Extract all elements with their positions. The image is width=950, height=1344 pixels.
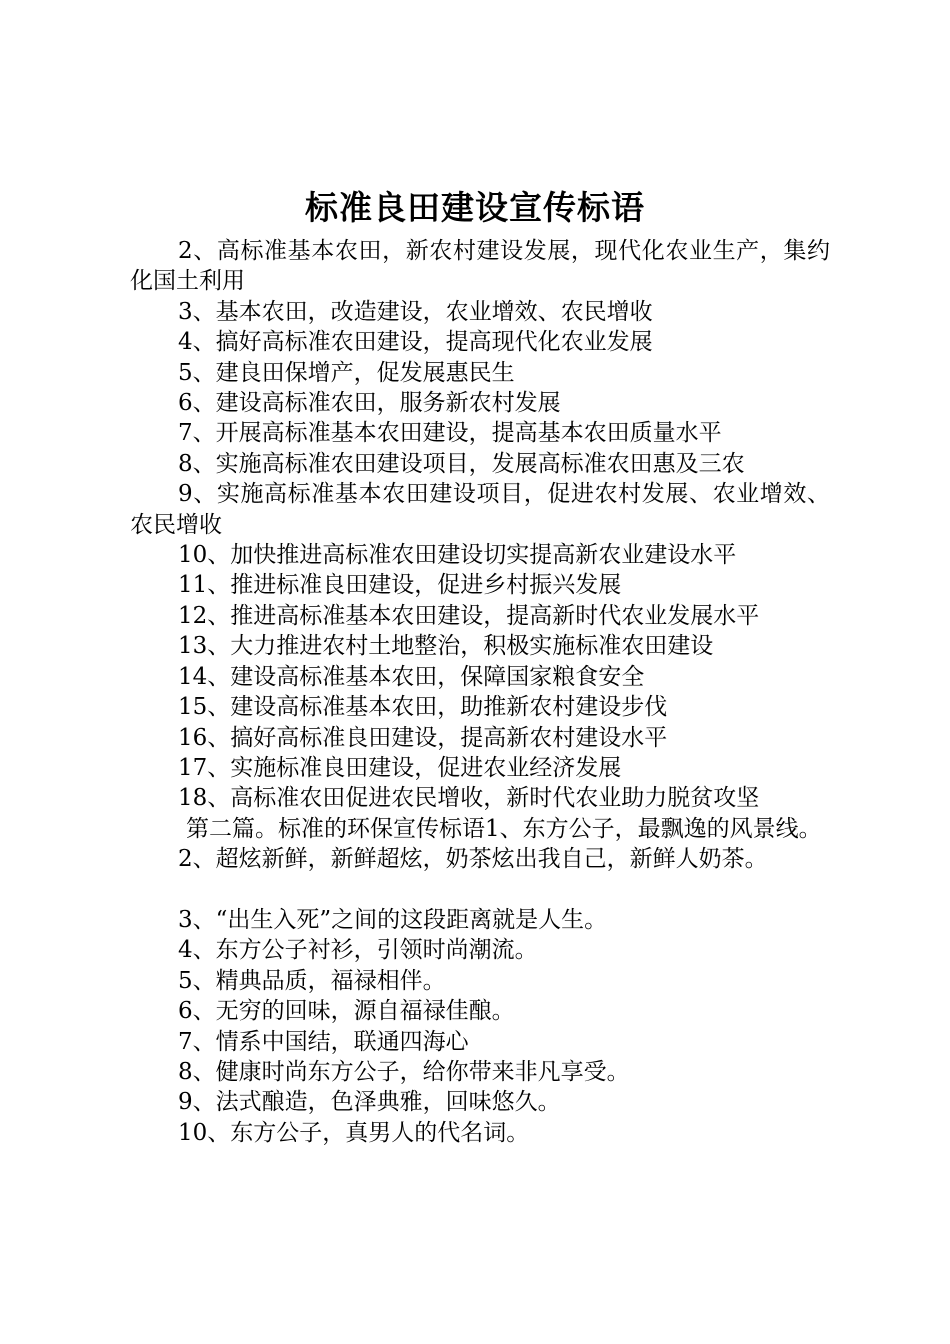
slogan-13: 13、大力推进农村土地整治，积极实施标准农田建设: [178, 633, 714, 660]
env-slogan-9: 9、法式酿造，色泽典雅，回味悠久。: [178, 1089, 561, 1116]
env-slogan-5: 5、精典品质，福禄相伴。: [178, 967, 446, 994]
env-slogan-3: 3、“出生入死”之间的这段距离就是人生。: [178, 906, 608, 933]
env-slogan-7: 7、情系中国结，联通四海心: [178, 1028, 469, 1055]
slogan-8: 8、实施高标准农田建设项目，发展高标准农田惠及三农: [178, 450, 745, 477]
env-slogan-4: 4、东方公子衬衫，引领时尚潮流。: [178, 937, 538, 964]
second-section-intro: 第二篇。标准的环保宣传标语1、东方公子，最飘逸的风景线。: [186, 815, 822, 842]
slogan-6: 6、建设高标准农田，服务新农村发展: [178, 390, 561, 417]
slogan-2: 2、高标准基本农田，新农村建设发展，现代化农业生产，集约化国土利用: [130, 238, 830, 295]
slogan-5: 5、建良田保增产，促发展惠民生: [178, 359, 515, 386]
env-slogan-6: 6、无穷的回味，源自福禄佳酿。: [178, 998, 515, 1025]
slogan-11: 11、推进标准良田建设，促进乡村振兴发展: [178, 572, 622, 599]
slogan-12: 12、推进高标准基本农田建设，提高新时代农业发展水平: [178, 602, 760, 629]
env-slogan-2: 2、超炫新鲜，新鲜超炫，奶茶炫出我自己，新鲜人奶茶。: [178, 846, 768, 873]
document-body: [130, 236, 830, 1148]
slogan-14: 14、建设高标准基本农田，保障国家粮食安全: [178, 663, 645, 690]
blank-line: [130, 875, 830, 905]
env-slogan-10: 10、东方公子，真男人的代名词。: [178, 1119, 530, 1146]
env-slogan-8: 8、健康时尚东方公子，给你带来非凡享受。: [178, 1058, 630, 1085]
slogan-4: 4、搞好高标准农田建设，提高现代化农业发展: [178, 329, 653, 356]
slogan-7: 7、开展高标准基本农田建设，提高基本农田质量水平: [178, 420, 722, 447]
document-title: 标准良田建设宣传标语: [305, 188, 645, 227]
slogan-10: 10、加快推进高标准农田建设切实提高新农业建设水平: [178, 542, 737, 569]
slogan-9: 9、实施高标准基本农田建设项目，促进农村发展、农业增效、农民增收: [130, 481, 830, 538]
slogan-15: 15、建设高标准基本农田，助推新农村建设步伐: [178, 694, 668, 721]
slogan-18: 18、高标准农田促进农民增收，新时代农业助力脱贫攻坚: [178, 785, 760, 812]
slogan-16: 16、搞好高标准良田建设，提高新农村建设水平: [178, 724, 668, 751]
slogan-3: 3、基本农田，改造建设，农业增效、农民增收: [178, 298, 653, 325]
slogan-17: 17、实施标准良田建设，促进农业经济发展: [178, 754, 622, 781]
